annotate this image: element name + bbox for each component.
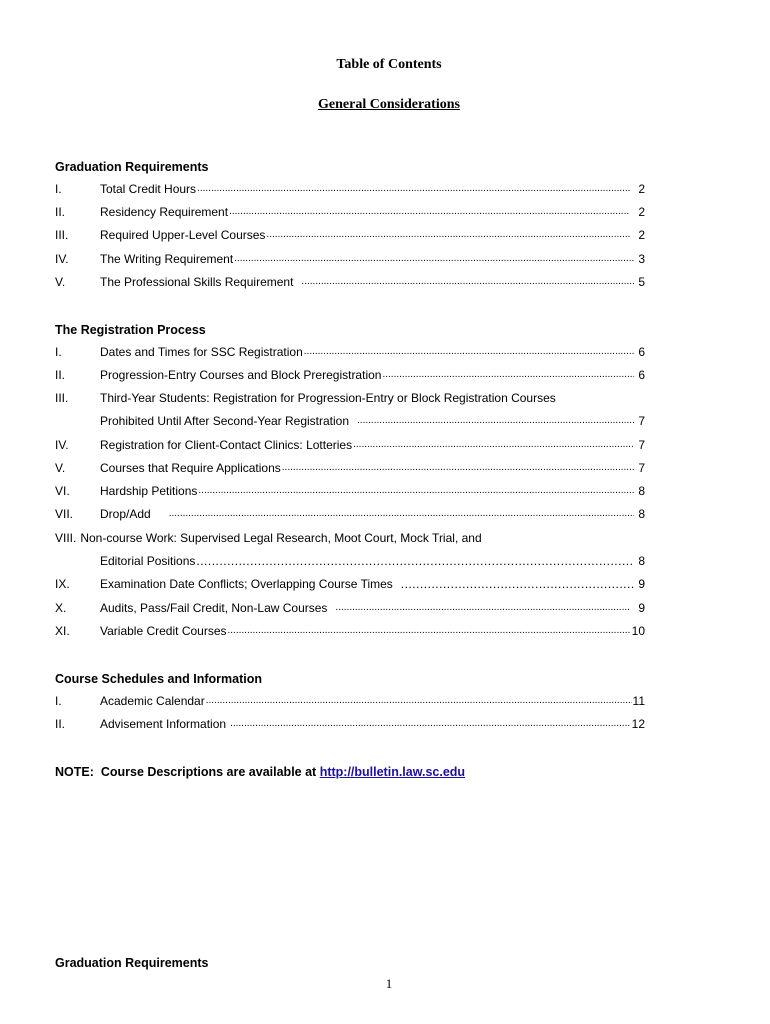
bulletin-link[interactable]: http://bulletin.law.sc.edu [319, 765, 466, 779]
toc-entry-page: 7 [638, 461, 645, 475]
toc-entry-page: 6 [638, 345, 645, 359]
toc-entry[interactable] [55, 387, 645, 405]
toc-entry-page: 7 [638, 438, 645, 452]
toc-entry-page: 7 [638, 414, 645, 428]
toc-entry[interactable] [55, 503, 645, 521]
toc-entry-page: 11 [632, 694, 645, 708]
toc-entry-text: Residency Requirement [100, 205, 229, 219]
toc-entry-continued[interactable] [55, 410, 645, 428]
section-heading-graduation: Graduation Requirements [55, 160, 209, 174]
toc-entry-number: IV. [55, 252, 69, 266]
toc-entry-number: III. [55, 391, 69, 405]
toc-entry-number: II. [55, 205, 66, 219]
dot-leader [357, 412, 634, 428]
dot-leader [229, 203, 630, 219]
note-line [55, 765, 465, 779]
dot-leader [382, 366, 634, 382]
dot-leader [169, 505, 634, 521]
toc-entry-number: VIII. [55, 531, 77, 545]
toc-entry-page: 10 [631, 624, 645, 638]
toc-entry-text: Hardship Petitions [100, 484, 198, 498]
dot-leader [196, 554, 634, 568]
toc-entry-page: 8 [638, 554, 645, 568]
toc-title: Table of Contents [336, 57, 442, 72]
toc-subtitle: General Considerations [318, 97, 460, 112]
toc-entry-number: IX. [55, 577, 70, 591]
toc-entry-text: Audits, Pass/Fail Credit, Non-Law Courses [100, 601, 328, 615]
next-section-heading: Graduation Requirements [55, 956, 209, 970]
dot-leader [228, 622, 631, 638]
toc-entry-text: Third-Year Students: Registration for Progression-Entry or Block Registration Courses [100, 391, 556, 405]
toc-entry-number: V. [55, 461, 66, 475]
toc-entry-text: Non-course Work: Supervised Legal Research, Moot Court, Mock Trial, and [80, 531, 482, 545]
dot-leader [301, 273, 634, 289]
toc-entry-number: X. [55, 601, 67, 615]
toc-entry-page: 3 [638, 252, 645, 266]
toc-entry-text: Variable Credit Courses [100, 624, 227, 638]
toc-entry-text: Registration for Client-Contact Clinics: Lotteries [100, 438, 353, 452]
toc-entry[interactable] [55, 364, 645, 382]
toc-entry[interactable] [55, 620, 645, 638]
toc-entry-text: The Writing Requirement [100, 252, 234, 266]
dot-leader [266, 226, 630, 242]
toc-entry-page: 8 [638, 484, 645, 498]
section-heading-schedules: Course Schedules and Information [55, 672, 262, 686]
toc-entry-page: 12 [631, 717, 645, 731]
toc-entry-number: XI. [55, 624, 70, 638]
toc-entry[interactable] [55, 201, 645, 219]
toc-entry-text: Courses that Require Applications [100, 461, 281, 475]
toc-entry[interactable] [55, 690, 645, 708]
toc-entry-page: 2 [638, 205, 645, 219]
dot-leader [401, 577, 634, 591]
toc-entry-text: Advisement Information [100, 717, 227, 731]
toc-entry[interactable] [55, 597, 645, 615]
toc-entry-page: 2 [638, 182, 645, 196]
dot-leader [304, 343, 634, 359]
toc-entry-number: II. [55, 368, 66, 382]
toc-entry-page: 2 [638, 228, 645, 242]
toc-entry-number: V. [55, 275, 66, 289]
toc-entry-text: Examination Date Conflicts; Overlapping Course Times [100, 577, 393, 591]
dot-leader [197, 180, 630, 196]
page-number: 1 [385, 976, 393, 991]
dot-leader [234, 250, 634, 266]
toc-entry-number: I. [55, 345, 62, 359]
toc-entry-continued[interactable] [55, 550, 645, 568]
dot-leader [230, 715, 631, 731]
toc-entry-number: IV. [55, 438, 69, 452]
toc-entry-text: Prohibited Until After Second-Year Registration [100, 414, 350, 428]
toc-entry-page: 8 [638, 507, 645, 521]
toc-entry-page: 5 [638, 275, 645, 289]
toc-entry-number: I. [55, 694, 62, 708]
toc-entry[interactable] [55, 457, 645, 475]
toc-entry-text: Progression-Entry Courses and Block Preregistration [100, 368, 382, 382]
toc-entry-text: Total Credit Hours [100, 182, 197, 196]
toc-entry[interactable] [55, 271, 645, 289]
toc-entry-text: The Professional Skills Requirement [100, 275, 294, 289]
toc-entry[interactable] [55, 224, 645, 242]
toc-entry-text: Dates and Times for SSC Registration [100, 345, 303, 359]
toc-entry[interactable] [55, 341, 645, 359]
toc-entry[interactable] [55, 527, 645, 545]
dot-leader [198, 482, 634, 498]
toc-entry[interactable] [55, 434, 645, 452]
dot-leader [335, 599, 630, 615]
toc-entry[interactable] [55, 248, 645, 266]
toc-entry-text: Academic Calendar [100, 694, 205, 708]
dot-leader [282, 459, 634, 475]
toc-entry[interactable] [55, 713, 645, 731]
toc-entry[interactable] [55, 573, 645, 591]
toc-entry-number: II. [55, 717, 66, 731]
toc-entry-number: VII. [55, 507, 74, 521]
toc-entry[interactable] [55, 178, 645, 196]
dot-leader [353, 436, 634, 452]
toc-entry-number: III. [55, 228, 69, 242]
toc-entry-number: I. [55, 182, 62, 196]
toc-entry-number: VI. [55, 484, 70, 498]
section-heading-registration: The Registration Process [55, 323, 206, 337]
note-label: NOTE: Course Descriptions are available at [55, 765, 320, 779]
toc-entry-text: Drop/Add [100, 507, 151, 521]
toc-entry-page: 6 [638, 368, 645, 382]
toc-entry-text: Editorial Positions [100, 554, 196, 568]
toc-entry-page: 9 [638, 577, 645, 591]
dot-leader [206, 692, 632, 708]
toc-entry[interactable] [55, 480, 645, 498]
toc-entry-text: Required Upper-Level Courses [100, 228, 266, 242]
toc-entry-page: 9 [638, 601, 645, 615]
